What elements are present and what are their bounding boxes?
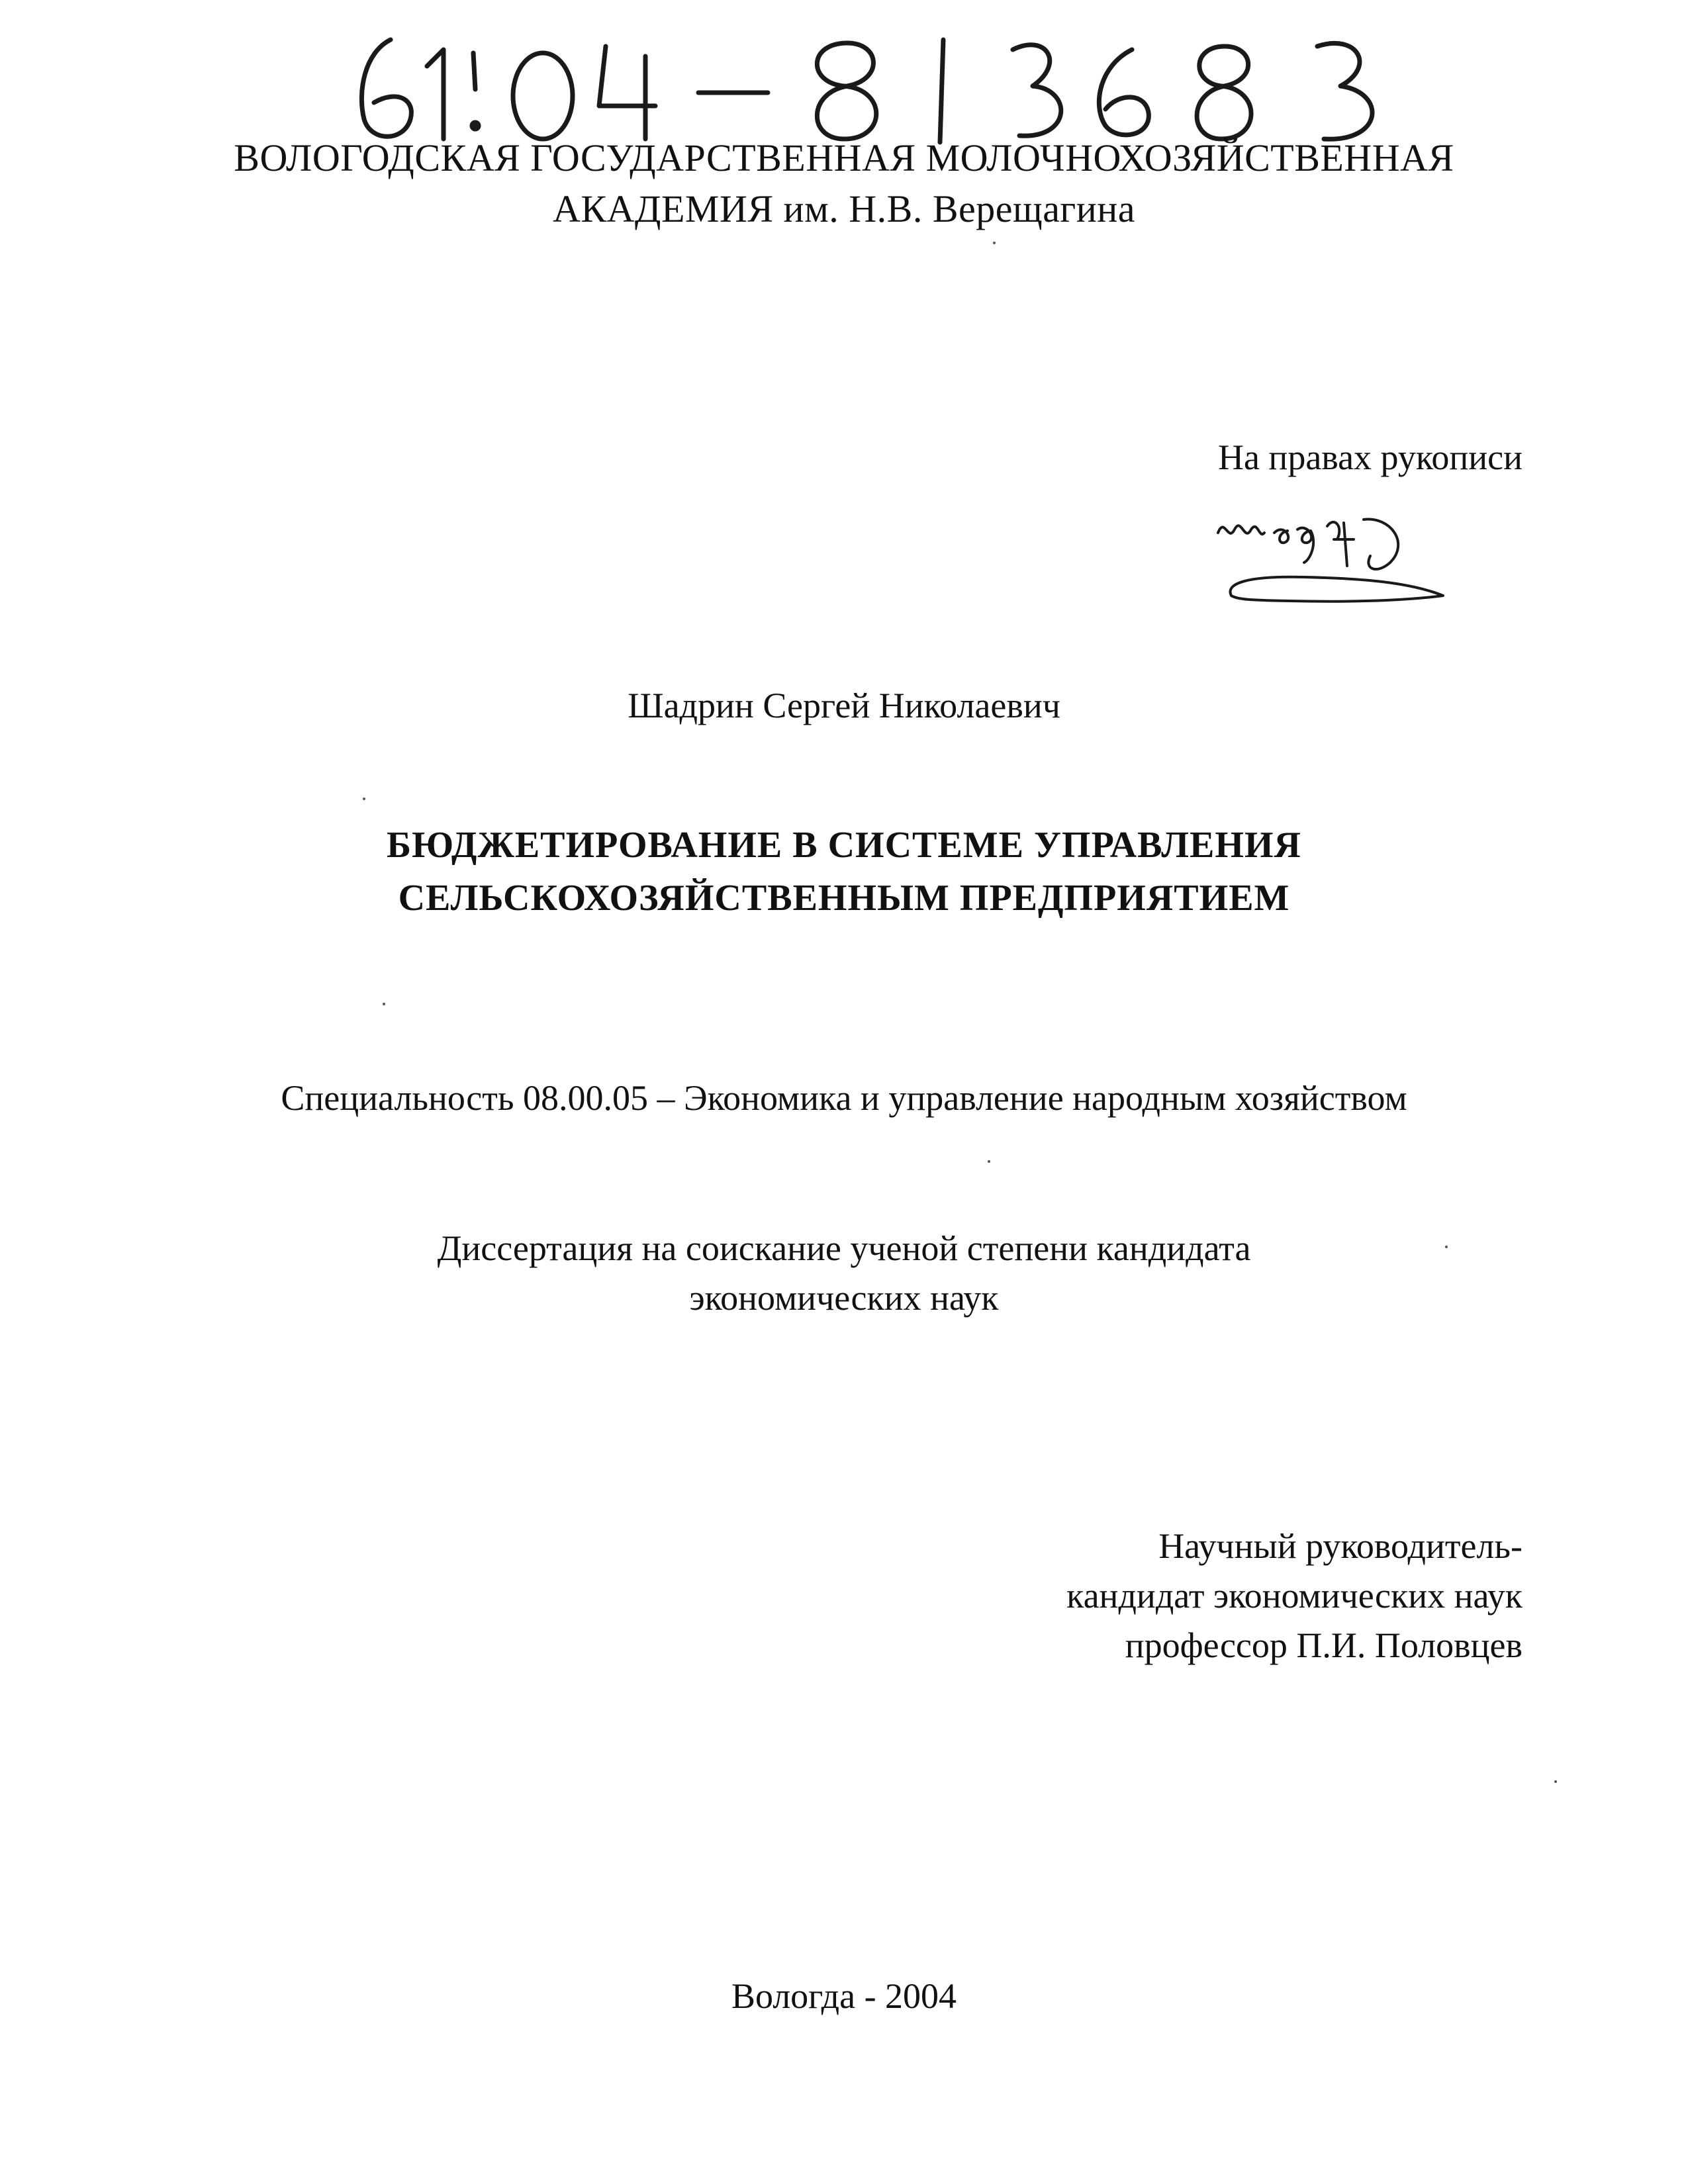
- dissertation-title-line-1: БЮДЖЕТИРОВАНИЕ В СИСТЕМЕ УПРАВЛЕНИЯ: [387, 825, 1301, 866]
- institution-name-line-1: ВОЛОГОДСКАЯ ГОСУДАРСТВЕННАЯ МОЛОЧНОХОЗЯЙСТВЕННАЯ: [234, 136, 1454, 179]
- rights-note: На правах рукописи: [1217, 437, 1523, 477]
- scan-speck: [383, 1003, 385, 1005]
- scan-speck: [363, 797, 365, 800]
- handwritten-catalog-number: [344, 26, 1430, 146]
- author-signature: [1211, 503, 1450, 609]
- place-and-year: Вологда - 2004: [731, 1976, 957, 2016]
- institution-name-line-2: АКАДЕМИЯ им. Н.В. Верещагина: [552, 187, 1136, 230]
- specialty: Специальность 08.00.05 – Экономика и управление народным хозяйством: [281, 1078, 1407, 1118]
- supervisor-name: профессор П.И. Половцев: [1125, 1625, 1523, 1665]
- supervisor-degree: кандидат экономических наук: [1066, 1576, 1523, 1615]
- degree-line-1: Диссертация на соискание ученой степени кандидата: [437, 1228, 1251, 1268]
- scan-speck: [988, 1160, 990, 1163]
- dissertation-title-line-2: СЕЛЬСКОХОЗЯЙСТВЕННЫМ ПРЕДПРИЯТИЕМ: [398, 878, 1290, 919]
- author-name: Шадрин Сергей Николаевич: [628, 686, 1060, 725]
- scan-speck: [1445, 1246, 1448, 1248]
- supervisor-role: Научный руководитель-: [1158, 1526, 1523, 1566]
- degree-line-2: экономических наук: [689, 1278, 999, 1318]
- scan-speck: [1554, 1780, 1557, 1783]
- scan-speck: [993, 242, 996, 244]
